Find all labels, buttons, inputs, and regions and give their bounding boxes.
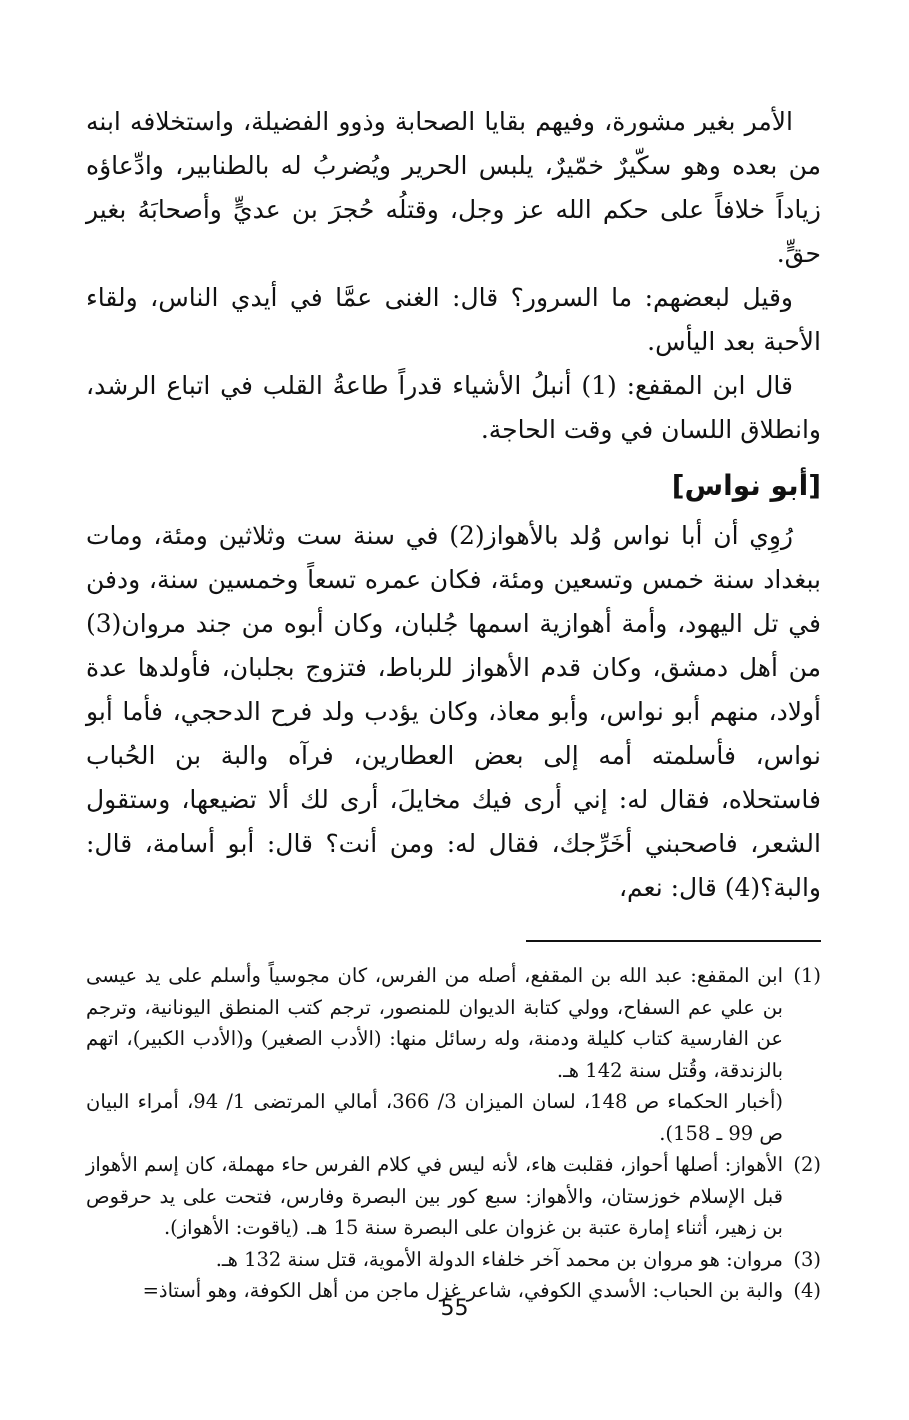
footnote-number: (4) xyxy=(793,1279,821,1302)
footnotes xyxy=(86,960,821,1307)
footnote-text: مروان: هو مروان بن محمد آخر خلفاء الدولة الأموية، قتل سنة 132 هـ. xyxy=(215,1247,783,1271)
paragraph-4: رُوِي أن أبا نواس وُلد بالأهواز(2) في سنة ست وثلاثين ومئة، ومات ببغداد سنة خمس وتسعين ومئة، فكان عمره تسعاً وخمسين سنة، ودفن في تل اليهود، وأمة أهوازية اسمها جُلبان، وكان أبوه من جند مروان(3) من أهل دمشق، وكان قدم الأهواز للرباط، فتزوج بجلبان، فأولدها عدة أولاد، منهم أبو نواس، وأبو معاذ، وكان يؤدب ولد فرح الدحجي، فأما أبو نواس، فأسلمته أمه إلى بعض العطارين، فرآه والبة بن الحُباب فاستحلاه، فقال له: إني أرى فيك مخايلَ، أرى لك ألا تضيعها، وستقول الشعر، فاصحبني أخَرِّجك، فقال له: ومن أنت؟ قال: أبو أسامة، قال: والبة؟(4) قال: نعم، xyxy=(86,521,821,902)
footnote-text: والبة بن الحباب: الأسدي الكوفي، شاعر غزل ماجن من أهل الكوفة، وهو أستاذ= xyxy=(142,1279,783,1302)
footnote-number: (3) xyxy=(793,1247,821,1271)
footnote-divider xyxy=(526,940,821,942)
paragraph-3: قال ابن المقفع: (1) أنبلُ الأشياء قدراً طاعةُ القلب في اتباع الرشد، وانطلاق اللسان في وقت الحاجة. xyxy=(86,371,821,444)
footnote-2 xyxy=(86,1149,821,1244)
section-heading: [أبو نواس] xyxy=(671,469,821,502)
page-number: 55 xyxy=(440,1296,469,1321)
footnote-text: (أخبار الحكماء ص 148، لسان الميزان 3/ 366، أمالي المرتضى 1/ 94، أمراء البيان ص 99 ـ 158). xyxy=(86,1090,783,1145)
footnote-1 xyxy=(86,960,821,1149)
footnote-number: (2) xyxy=(793,1153,821,1176)
footnote-3 xyxy=(86,1244,821,1276)
footnote-number: (1) xyxy=(793,964,821,987)
paragraph-2: وقيل لبعضهم: ما السرور؟ قال: الغنى عمَّا في أيدي الناس، ولقاء الأحبة بعد اليأس. xyxy=(86,283,821,356)
footnote-text: الأهواز: أصلها أحواز، فقلبت هاء، لأنه ليس في كلام الفرس حاء مهملة، كان إسم الأهواز قبل الإسلام خوزستان، والأهواز: سبع كور بين البصرة وفارس، فتحت على يد حرقوص بن زهير، أثناء إمارة عتبة بن غزوان على البصرة سنة 15 هـ. (ياقوت: الأهواز). xyxy=(86,1153,783,1239)
footnote-text: ابن المقفع: عبد الله بن المقفع، أصله من الفرس، كان مجوسياً وأسلم على يد عيسى بن علي عم السفاح، وولي كتابة الديوان للمنصور، ترجم كتب المنطق اليونانية، وترجم عن الفارسية كتاب كليلة ودمنة، وله رسائل منها: (الأدب الصغير) و(الأدب الكبير)، اتهم بالزندقة، وقُتل سنة 142 هـ. xyxy=(86,964,783,1082)
paragraph-1: الأمر بغير مشورة، وفيهم بقايا الصحابة وذوو الفضيلة، واستخلافه ابنه من بعده وهو سكّيرٌ خمّيرٌ، يلبس الحرير ويُضربُ له بالطنابير، وادِّعاؤه زياداً خلافاً على حكم الله عز وجل، وقتلُه حُجرَ بن عديٍّ وأصحابَهُ بغير حقٍّ. xyxy=(86,107,821,268)
